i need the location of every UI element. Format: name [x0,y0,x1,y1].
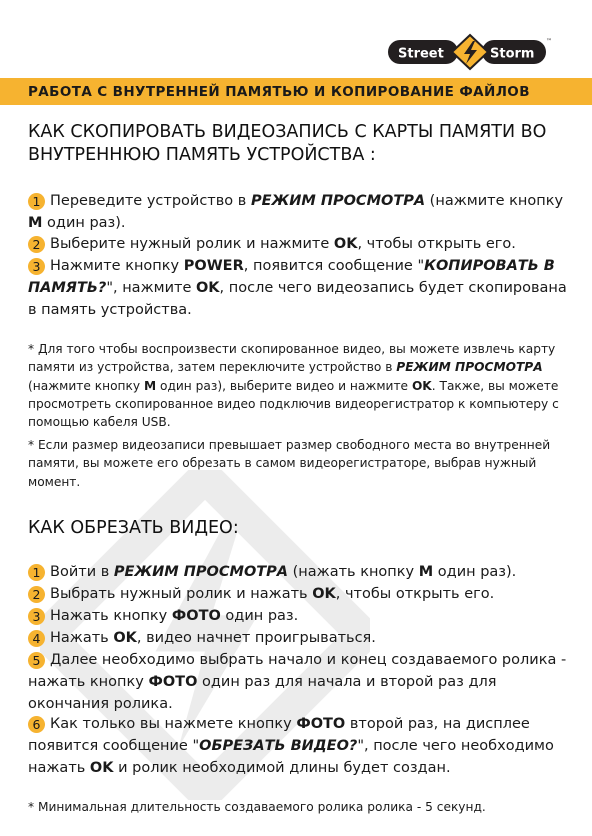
step-number-badge: 3 [28,608,45,625]
section2-step-2: 2 Выбрать нужный ролик и нажать OK, чтобы открыть его. [28,583,573,605]
section2-step-1: 1 Войти в РЕЖИМ ПРОСМОТРА (нажать кнопку M один раз). [28,561,573,583]
section2-step-3: 3 Нажать кнопку ФОТО один раз. [28,605,573,627]
section1-note-1: * Для того чтобы воспроизвести скопированное видео, вы можете извлечь карту памяти из устройства, затем переключите устройство в РЕЖИМ ПРОСМОТРА (нажмите кнопку M один раз), выберите видео и нажмите OK. Также, вы можете просмотреть скопированное видео подключив видеорегистратор к компьютеру с помощью кабеля USB. [28,342,559,430]
step-number-badge: 2 [28,236,45,253]
section1-step-1: 1 Переведите устройство в РЕЖИМ ПРОСМОТРА (нажмите кнопку M один раз). [28,193,564,231]
logo-trademark: ™ [546,38,552,45]
logo-word-storm: Storm [490,46,535,62]
logo-word-street: Street [398,46,444,62]
step-number-badge: 4 [28,630,45,647]
section1-step-2: 2 Выберите нужный ролик и нажмите OK, чтобы открыть его. [28,233,573,255]
section2-step-4: 4 Нажать OK, видео начнет проигрываться. [28,627,573,649]
section1-step-3: 3 Нажмите кнопку POWER, появится сообщение "КОПИРОВАТЬ В ПАМЯТЬ?", нажмите OK, после чего видеозапись будет скопирована в память устройства. [28,258,567,318]
step-number-badge: 5 [28,652,45,669]
section1-note-2: * Если размер видеозаписи превышает размер свободного места во внутренней памяти, вы можете его обрезать в самом видеорегистраторе, выбрав нужный момент. [28,438,551,489]
step-number-badge: 2 [28,586,45,603]
step-number-badge: 1 [28,564,45,581]
step-number-badge: 6 [28,716,45,733]
section2-note: * Минимальная длительность создаваемого ролика ролика - 5 секунд. [28,800,486,814]
step-number-badge: 3 [28,258,45,275]
step-number-badge: 1 [28,193,45,210]
section2-title: КАК ОБРЕЗАТЬ ВИДЕО: [28,518,239,538]
section2-step-6: 6 Как только вы нажмете кнопку ФОТО второй раз, на дисплее появится сообщение "ОБРЕЗАТЬ ВИДЕО?", после чего необходимо нажать OK и ролик необходимой длины будет создан. [28,716,554,776]
section1-title: КАК СКОПИРОВАТЬ ВИДЕОЗАПИСЬ С КАРТЫ ПАМЯТИ ВО ВНУТРЕННЮЮ ПАМЯТЬ УСТРОЙСТВА : [28,122,547,165]
header-title: РАБОТА С ВНУТРЕННЕЙ ПАМЯТЬЮ И КОПИРОВАНИЕ ФАЙЛОВ [28,84,530,100]
street-storm-logo [386,33,556,71]
section2-step-5: 5 Далее необходимо выбрать начало и конец создаваемого ролика - нажать кнопку ФОТО один раз для начала и второй раз для окончания ролика. [28,652,567,712]
